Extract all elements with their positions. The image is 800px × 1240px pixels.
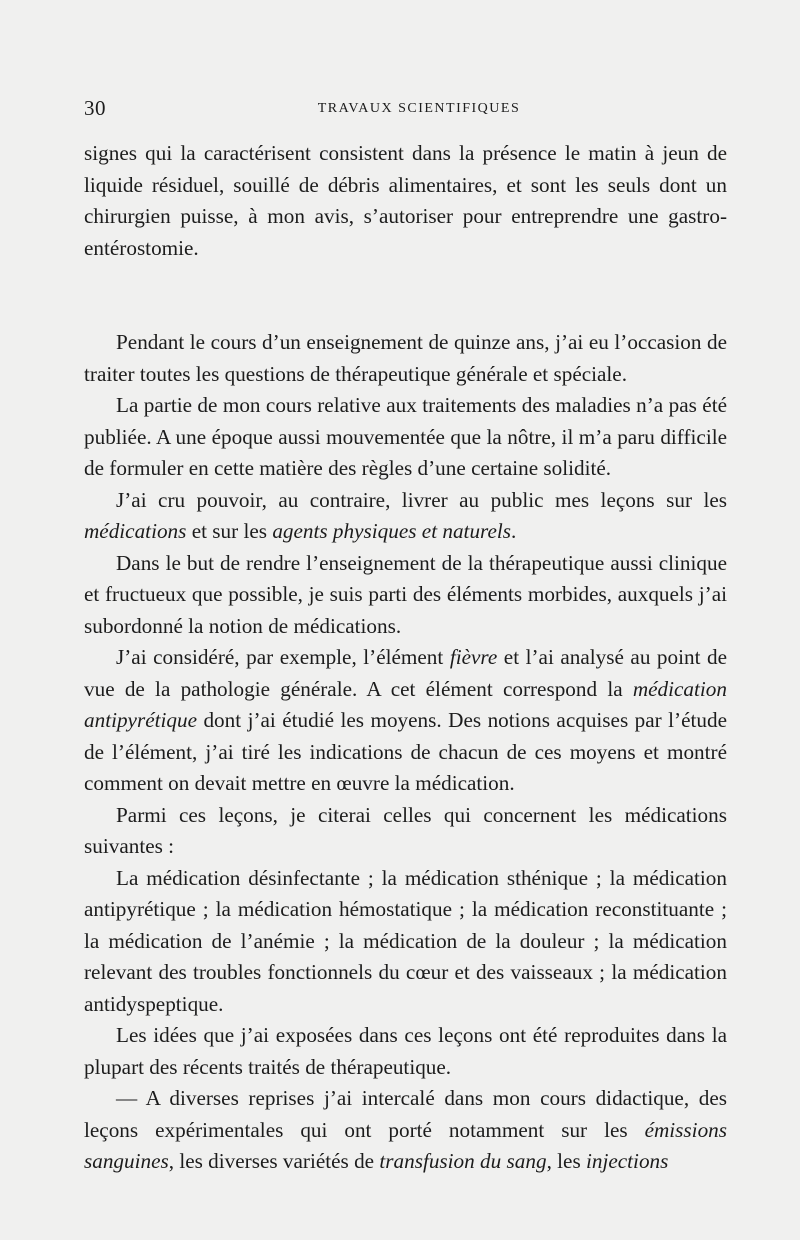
text-run: Pendant le cours d’un enseignement de quinze ans, j’ai eu l’occasion de traiter toutes les questions de thérapeutique générale et spéciale.	[84, 330, 727, 386]
paragraph	[84, 390, 727, 485]
text-run: .	[511, 519, 517, 543]
paragraph	[84, 485, 727, 548]
italic-term: médication antipyrétique	[84, 676, 727, 732]
text-run: — A diverses reprises j’ai intercalé dans mon cours didactique, des leçons expérimentales qui ont porté notamment sur les	[84, 1086, 727, 1142]
page-header	[84, 96, 724, 126]
italic-term: fièvre	[449, 645, 498, 669]
italic-term: émissions sanguines	[84, 1117, 727, 1173]
text-run: La médication désinfectante ; la médication sthénique ; la médication antipyrétique ; la médication hémostatique ; la médication reconstituante ; la médication de l’anémie ; la médication de la douleur ; la médication relevant des troubles fonctionnels du cœur et des vaisseaux ; la médication antidyspeptique.	[84, 865, 727, 1016]
paragraph	[84, 1020, 727, 1083]
running-title: TRAVAUX SCIENTIFIQUES	[317, 101, 521, 116]
text-run: La partie de mon cours relative aux traitements des maladies n’a pas été publiée. A une époque aussi mouvementée que la nôtre, il m’a paru difficile de formuler en cette matière des règles d’une certaine solidité.	[84, 393, 727, 480]
text-run: J’ai cru pouvoir, au contraire, livrer au public mes leçons sur les	[116, 487, 727, 512]
text-run: Parmi ces leçons, je citerai celles qui concernent les médications suivantes :	[84, 802, 727, 858]
italic-term: agents physiques et naturels	[272, 519, 512, 543]
text-run: signes qui la caractérisent consistent dans la présence le matin à jeun de liquide résiduel, souillé de débris alimentaires, et sont les seuls dont un chirurgien puisse, à mon avis, s’autoriser pour entreprendre une gastro-entérostomie.	[84, 141, 727, 260]
text-run: , les	[546, 1149, 586, 1173]
page-number: 30	[84, 96, 106, 120]
text-run: dont j’ai étudié les moyens. Des notions acquises par l’étude de l’élément, j’ai tiré les indications de chacun de ces moyens et montré comment on devait mettre en œuvre la médication.	[84, 708, 727, 795]
paragraph	[84, 863, 727, 1021]
paragraph-gap	[84, 264, 727, 327]
text-run: Les idées que j’ai exposées dans ces leçons ont été reproduites dans la plupart des récents traités de thérapeutique.	[84, 1023, 727, 1079]
italic-term: médications	[84, 519, 187, 543]
paragraph	[84, 548, 727, 643]
paragraph	[84, 642, 727, 800]
paragraph	[84, 138, 727, 264]
text-run: Dans le but de rendre l’enseignement de la thérapeutique aussi clinique et fructueux que possible, je suis parti des éléments morbides, auxquels j’ai subordonné la notion de médications.	[84, 550, 727, 638]
text-run: et sur les	[186, 519, 273, 543]
italic-term: transfusion du sang	[379, 1149, 547, 1173]
italic-term: injections	[586, 1149, 669, 1173]
paragraph	[84, 1083, 727, 1178]
paragraph	[84, 327, 727, 390]
body-text	[84, 138, 727, 1178]
paragraph	[84, 800, 727, 863]
text-run: J’ai considéré, par exemple, l’élément	[116, 645, 450, 669]
text-run: et l’ai analysé au point de vue de la pathologie générale. A cet élément correspond la	[84, 645, 728, 701]
text-run: , les diverses variétés de	[168, 1149, 380, 1173]
